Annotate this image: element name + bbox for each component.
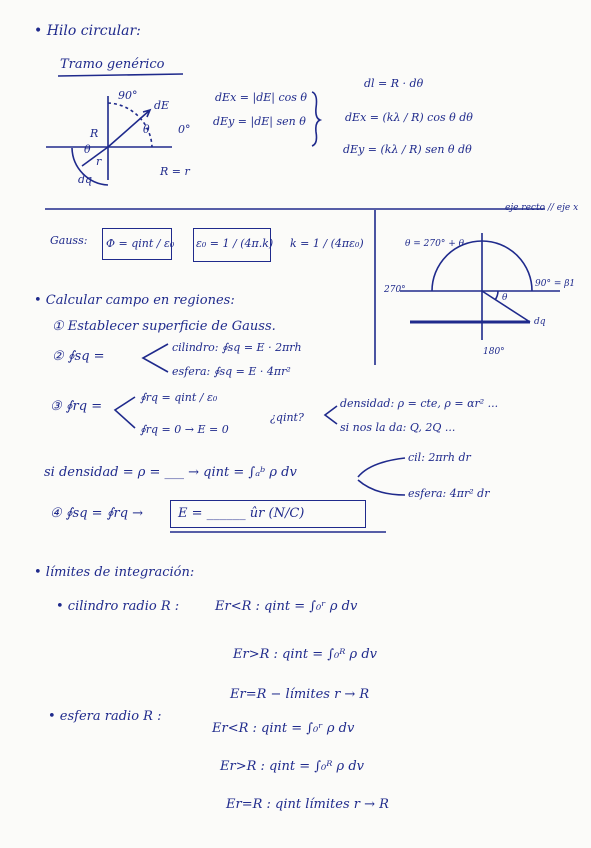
tramo-underline — [58, 74, 183, 76]
fig1-r: r — [96, 155, 102, 168]
esf-head: • esfera radio R : — [48, 709, 162, 724]
brace-s3 — [115, 397, 135, 428]
gauss-phi: Φ = qint / ε₀ — [106, 237, 175, 250]
line-cil: cil: 2πrh dr — [408, 451, 471, 464]
fig1-dq: dq — [78, 173, 93, 186]
fig1-90: 90° — [118, 89, 138, 102]
fig1-theta: θ — [143, 123, 150, 136]
calc-s3: ③ ∮rq = — [50, 399, 103, 414]
step4: ④ ∮sq = ∮rq → — [50, 506, 144, 521]
comp-dEy: dEy = |dE| sen θ — [213, 115, 306, 128]
cil-3: Er=R − límites r → R — [230, 687, 370, 702]
calc-s1: ① Establecer superficie de Gauss. — [52, 319, 276, 334]
fig2-theta: θ — [502, 293, 508, 303]
calc-s3a: ∮rq = qint / ε₀ — [140, 391, 218, 404]
fig2-dq: dq — [534, 317, 546, 327]
calc-s2: ② ∮sq = — [52, 349, 105, 364]
brace-s2 — [143, 344, 168, 372]
dens-b: si nos la da: Q, 2Q ... — [340, 421, 456, 434]
esf-3: Er=R : qint límites r → R — [226, 797, 389, 812]
eq-dl: dl = R · dθ — [364, 77, 424, 90]
fig2-arc-small — [495, 291, 498, 300]
dens-a: densidad: ρ = cte, ρ = αr² ... — [340, 397, 499, 410]
fig1-dE: dE — [154, 99, 170, 112]
fig1-R: R — [90, 127, 99, 140]
comp-dEx: dEx = |dE| cos θ — [215, 91, 308, 104]
cil-2: Er>R : qint = ∫₀ᴿ ρ dv — [233, 647, 377, 662]
step4-result: E = ______ ûr (N/C) — [178, 506, 305, 521]
eq-dEx: dEx = (kλ / R) cos θ dθ — [345, 111, 473, 124]
esf-1: Er<R : qint = ∫₀ʳ ρ dv — [212, 721, 355, 736]
calc-s3b: ∮rq = 0 → E = 0 — [140, 423, 229, 436]
calc-s2b: esfera: ∮sq = E · 4πr² — [172, 365, 291, 378]
line-density: si densidad = ρ = ___ → qint = ∫ₐᵇ ρ dv — [44, 465, 297, 480]
fig2-270: 270° — [384, 285, 406, 295]
calc-title: • Calcular campo en regiones: — [34, 293, 235, 308]
fig1-zero: 0° — [178, 123, 191, 136]
line-esf: esfera: 4πr² dr — [408, 487, 490, 500]
calc-s2a: cilindro: ∮sq = E · 2πrh — [172, 341, 302, 354]
gauss-k: k = 1 / (4πε₀) — [290, 237, 364, 250]
limits-title: • límites de integración: — [34, 565, 195, 580]
fig2-180: 180° — [483, 347, 505, 357]
esf-2: Er>R : qint = ∫₀ᴿ ρ dv — [220, 759, 364, 774]
fig1-req: R = r — [160, 165, 190, 178]
fig2-ang: θ = 270° + θ — [405, 239, 465, 249]
eq-dEy: dEy = (kλ / R) sen θ dθ — [343, 143, 472, 156]
dens-q: ¿qint? — [270, 411, 304, 424]
gauss-eps: ε₀ = 1 / (4π.k) — [196, 237, 274, 250]
heading: • Hilo circular: — [34, 23, 141, 39]
fig2-90: 90° = β1 — [535, 279, 576, 289]
gauss-label: Gauss: — [50, 234, 88, 247]
brace — [312, 92, 320, 146]
arrows-dv — [358, 458, 405, 495]
fig1-theta2: θ — [84, 143, 91, 156]
brace-dens — [325, 406, 337, 424]
fig2-eje: eje recto // eje x — [505, 203, 579, 213]
tramo-label: Tramo genérico — [60, 57, 165, 72]
cil-head: • cilindro radio R : — [56, 599, 180, 614]
cil-1: Er<R : qint = ∫₀ʳ ρ dv — [215, 599, 358, 614]
